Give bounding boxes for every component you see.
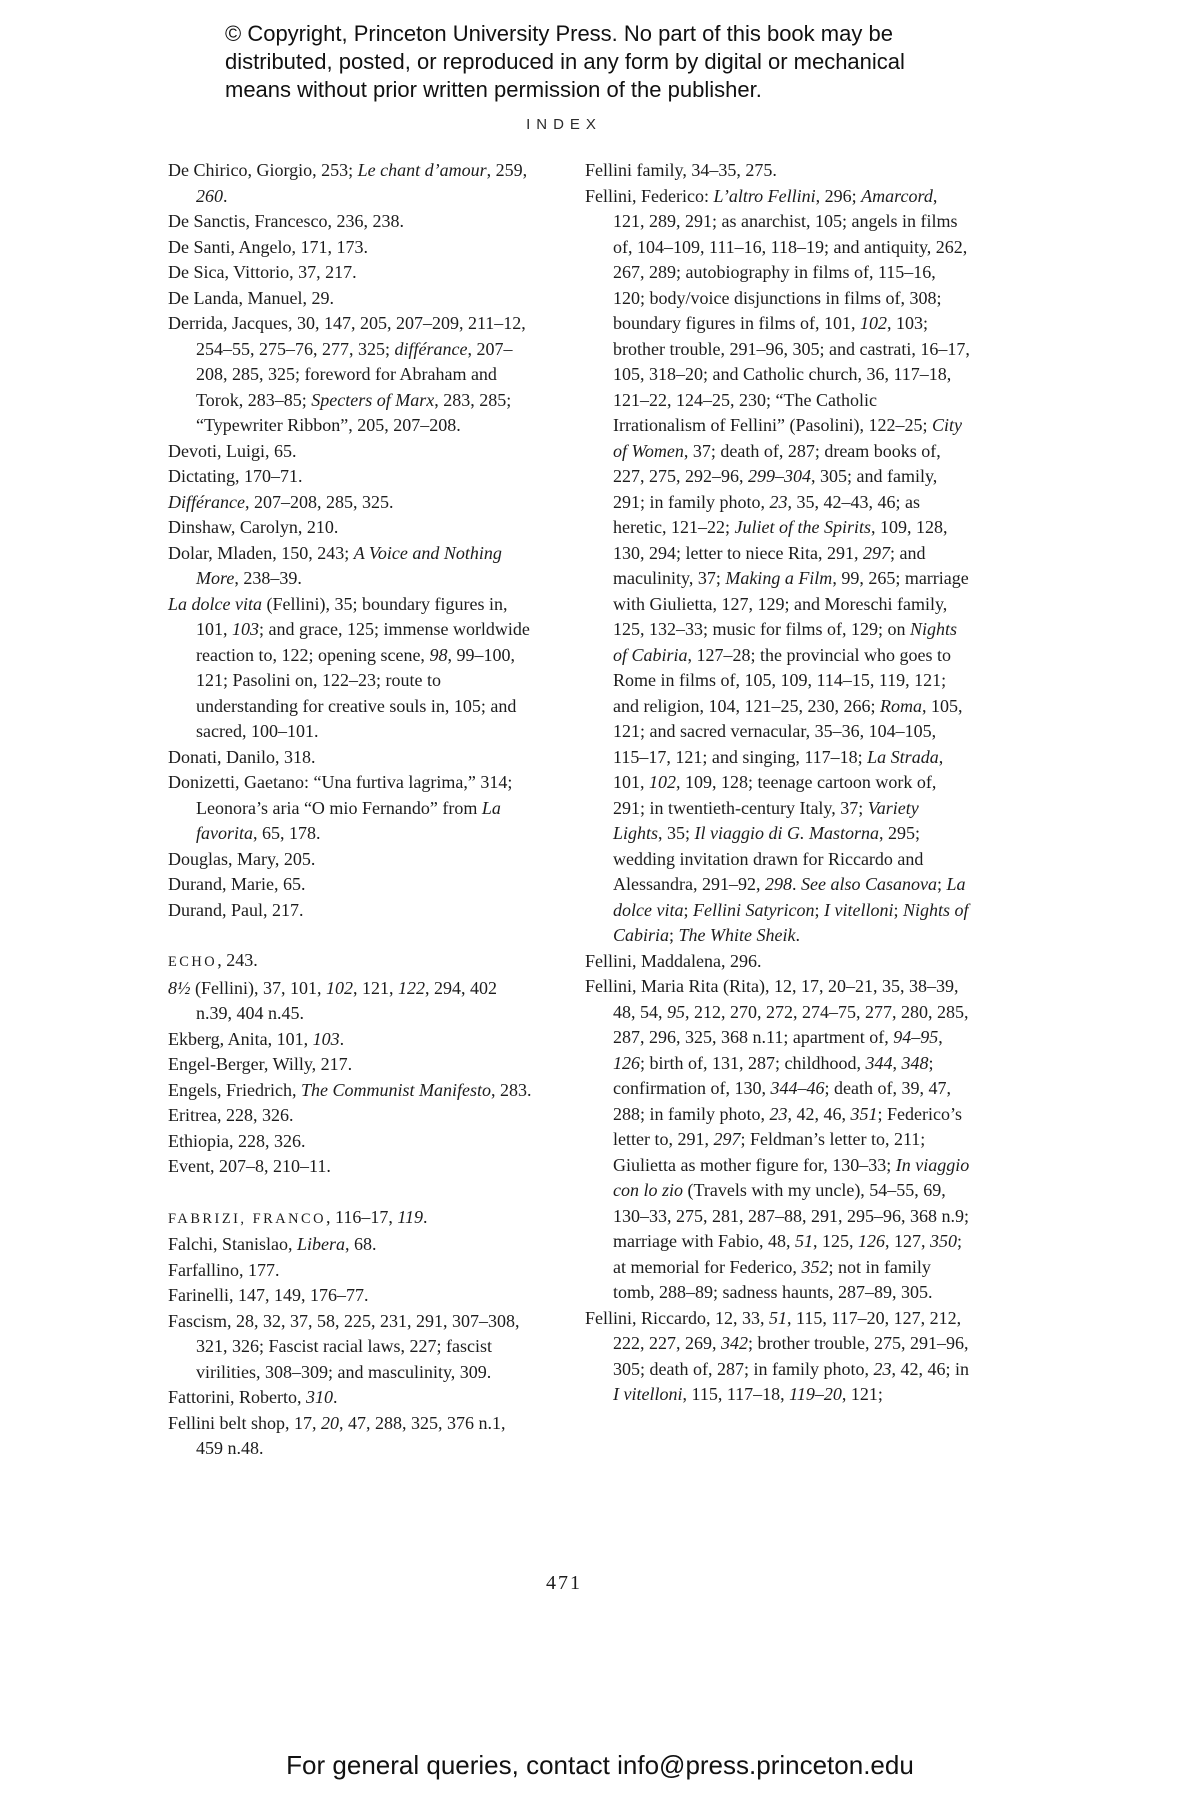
index-entry: Fascism, 28, 32, 37, 58, 225, 231, 291, 307–308, 321, 326; Fascist racial laws, 227; fascist virilities, 308–309; and masculinity, 309. xyxy=(168,1310,520,1382)
copyright-line: © Copyright, Princeton University Press. No part of this book may be xyxy=(225,21,893,46)
index-entry: Eritrea, 228, 326. xyxy=(168,1105,294,1125)
index-column-right xyxy=(585,158,971,1408)
index-entry: Farfallino, 177. xyxy=(168,1259,280,1280)
index-entry: Donati, Danilo, 318. xyxy=(168,746,316,767)
index-section xyxy=(168,948,536,1180)
index-column-left xyxy=(168,158,536,1462)
index-entry: Dinshaw, Carolyn, 210. xyxy=(168,517,339,537)
index-entry: De Sica, Vittorio, 37, 217. xyxy=(168,262,357,282)
index-entry: Dolar, Mladen, 150, 243; A Voice and Nothing More, 238–39. xyxy=(168,542,502,588)
index-entry: Fellini, Maria Rita (Rita), 12, 17, 20–21, 35, 38–39, 48, 54, 95, 212, 270, 272, 274–75, 277, 280, 285, 287, 296, 325, 368 n.11; apartment of, 94–95, 126; birth of, 131, 287; childhood, 344, 348; confirmation of, 130, 344–46; death of, 39, 47, 288; in family photo, 23, 42, 46, 351; Federico’s letter to, 291, 297; Feldman’s letter to, 211; Giulietta as mother figure for, 130–33; In viaggio con lo zio (Travels with my uncle), 54–55, 69, 130–33, 275, 281, 287–88, 291, 295–96, 368 n.9; marriage with Fabio, 48, 51, 125, 126, 127, 350; at memorial for Federico, 352; not in family tomb, 288–89; sadness haunts, 287–89, 305. xyxy=(585,976,970,1302)
index-entry: Durand, Paul, 217. xyxy=(168,899,304,920)
index-section xyxy=(168,158,536,923)
copyright-line: distributed, posted, or reproduced in any form by digital or mechanical xyxy=(225,49,905,74)
index-entry: Donizetti, Gaetano: “Una furtiva lagrima,” 314; Leonora’s aria “O mio Fernando” from La favorita, 65, 178. xyxy=(168,772,513,843)
index-entry: Durand, Marie, 65. xyxy=(168,874,306,894)
index-entry: FABRIZI, FRANCO, 116–17, 119. xyxy=(168,1206,428,1227)
index-entry: Fattorini, Roberto, 310. xyxy=(168,1387,338,1407)
index-entry: Engel-Berger, Willy, 217. xyxy=(168,1054,353,1074)
copyright-notice xyxy=(225,20,985,104)
index-entry: Dictating, 170–71. xyxy=(168,466,303,486)
index-entry: Event, 207–8, 210–11. xyxy=(168,1156,331,1176)
index-entry: Fellini belt shop, 17, 20, 47, 288, 325, 376 n.1, 459 n.48. xyxy=(168,1412,506,1458)
index-entry: Derrida, Jacques, 30, 147, 205, 207–209, 211–12, 254–55, 275–76, 277, 325; différance, 207–208, 285, 325; foreword for Abraham and Torok, 283–85; Specters of Marx, 283, 285; “Typewriter Ribbon”, 205, 207–208. xyxy=(168,313,526,435)
index-entry: De Sanctis, Francesco, 236, 238. xyxy=(168,211,404,231)
index-entry: De Landa, Manuel, 29. xyxy=(168,287,334,308)
index-entry: Douglas, Mary, 205. xyxy=(168,848,316,869)
page-number: 471 xyxy=(546,1572,582,1594)
index-entry: Ekberg, Anita, 101, 103. xyxy=(168,1028,345,1049)
index-entry: Devoti, Luigi, 65. xyxy=(168,440,297,461)
index-entry: Fellini, Maddalena, 296. xyxy=(585,950,762,971)
page-title: INDEX xyxy=(526,116,602,133)
index-entry: Falchi, Stanislao, Libera, 68. xyxy=(168,1234,377,1254)
index-entry: La dolce vita (Fellini), 35; boundary figures in, 101, 103; and grace, 125; immense worldwide reaction to, 122; opening scene, 98, 99–100, 121; Pasolini on, 122–23; route to understanding for creative souls in, 105; and sacred, 100–101. xyxy=(168,593,530,741)
index-section xyxy=(168,1205,536,1462)
index-section xyxy=(585,158,971,1408)
copyright-line: means without prior written permission of the publisher. xyxy=(225,77,762,102)
index-entry: Engels, Friedrich, The Communist Manifesto, 283. xyxy=(168,1079,532,1100)
index-entry: Fellini family, 34–35, 275. xyxy=(585,160,777,180)
footer-contact: For general queries, contact info@press.princeton.edu xyxy=(286,1750,914,1780)
index-entry: De Chirico, Giorgio, 253; Le chant d’amour, 259, 260. xyxy=(168,160,528,206)
index-entry: Fellini, Federico: L’altro Fellini, 296; Amarcord, 121, 289, 291; as anarchist, 105; angels in films of, 104–109, 111–16, 118–19; and antiquity, 262, 267, 289; autobiography in films of, 115–16, 120; body/voice disjunctions in films of, 308; boundary figures in films of, 101, 102, 103; brother trouble, 291–96, 305; and castrati, 16–17, 105, 318–20; and Catholic church, 36, 117–18, 121–22, 124–25, 230; “The Catholic Irrationalism of Fellini” (Pasolini), 122–25; City of Women, 37; death of, 287; dream books of, 227, 275, 292–96, 299–304, 305; and family, 291; in family photo, 23, 35, 42–43, 46; as heretic, 121–22; Juliet of the Spirits, 109, 128, 130, 294; letter to niece Rita, 291, 297; and maculinity, 37; Making a Film, 99, 265; marriage with Giulietta, 127, 129; and Moreschi family, 125, 132–33; music for films of, 129; on Nights of Cabiria, 127–28; the provincial who goes to Rome in films of, 105, 109, 114–15, 119, 121; and religion, 104, 121–25, 230, 266; Roma, 105, 121; and sacred vernacular, 35–36, 104–105, 115–17, 121; and singing, 117–18; La Strada, 101, 102, 109, 128; teenage cartoon work of, 291; in twentieth-century Italy, 37; Variety Lights, 35; Il viaggio di G. Mastorna, 295; wedding invitation drawn for Riccardo and Alessandra, 291–92, 298. See also Casanova; La dolce vita; Fellini Satyricon; I vitelloni; Nights of Cabiria; The White Sheik. xyxy=(585,185,970,945)
index-entry: 8½ (Fellini), 37, 101, 102, 121, 122, 294, 402 n.39, 404 n.45. xyxy=(168,977,497,1023)
index-entry: ECHO, 243. xyxy=(168,950,258,970)
index-entry: Différance, 207–208, 285, 325. xyxy=(168,491,394,512)
index-entry: Ethiopia, 228, 326. xyxy=(168,1130,306,1151)
index-entry: Farinelli, 147, 149, 176–77. xyxy=(168,1285,369,1305)
index-entry: De Santi, Angelo, 171, 173. xyxy=(168,236,368,257)
index-entry: Fellini, Riccardo, 12, 33, 51, 115, 117–20, 127, 212, 222, 227, 269, 342; brother trouble, 275, 291–96, 305; death of, 287; in family photo, 23, 42, 46; in I vitelloni, 115, 117–18, 119–20, 121; xyxy=(585,1307,969,1404)
